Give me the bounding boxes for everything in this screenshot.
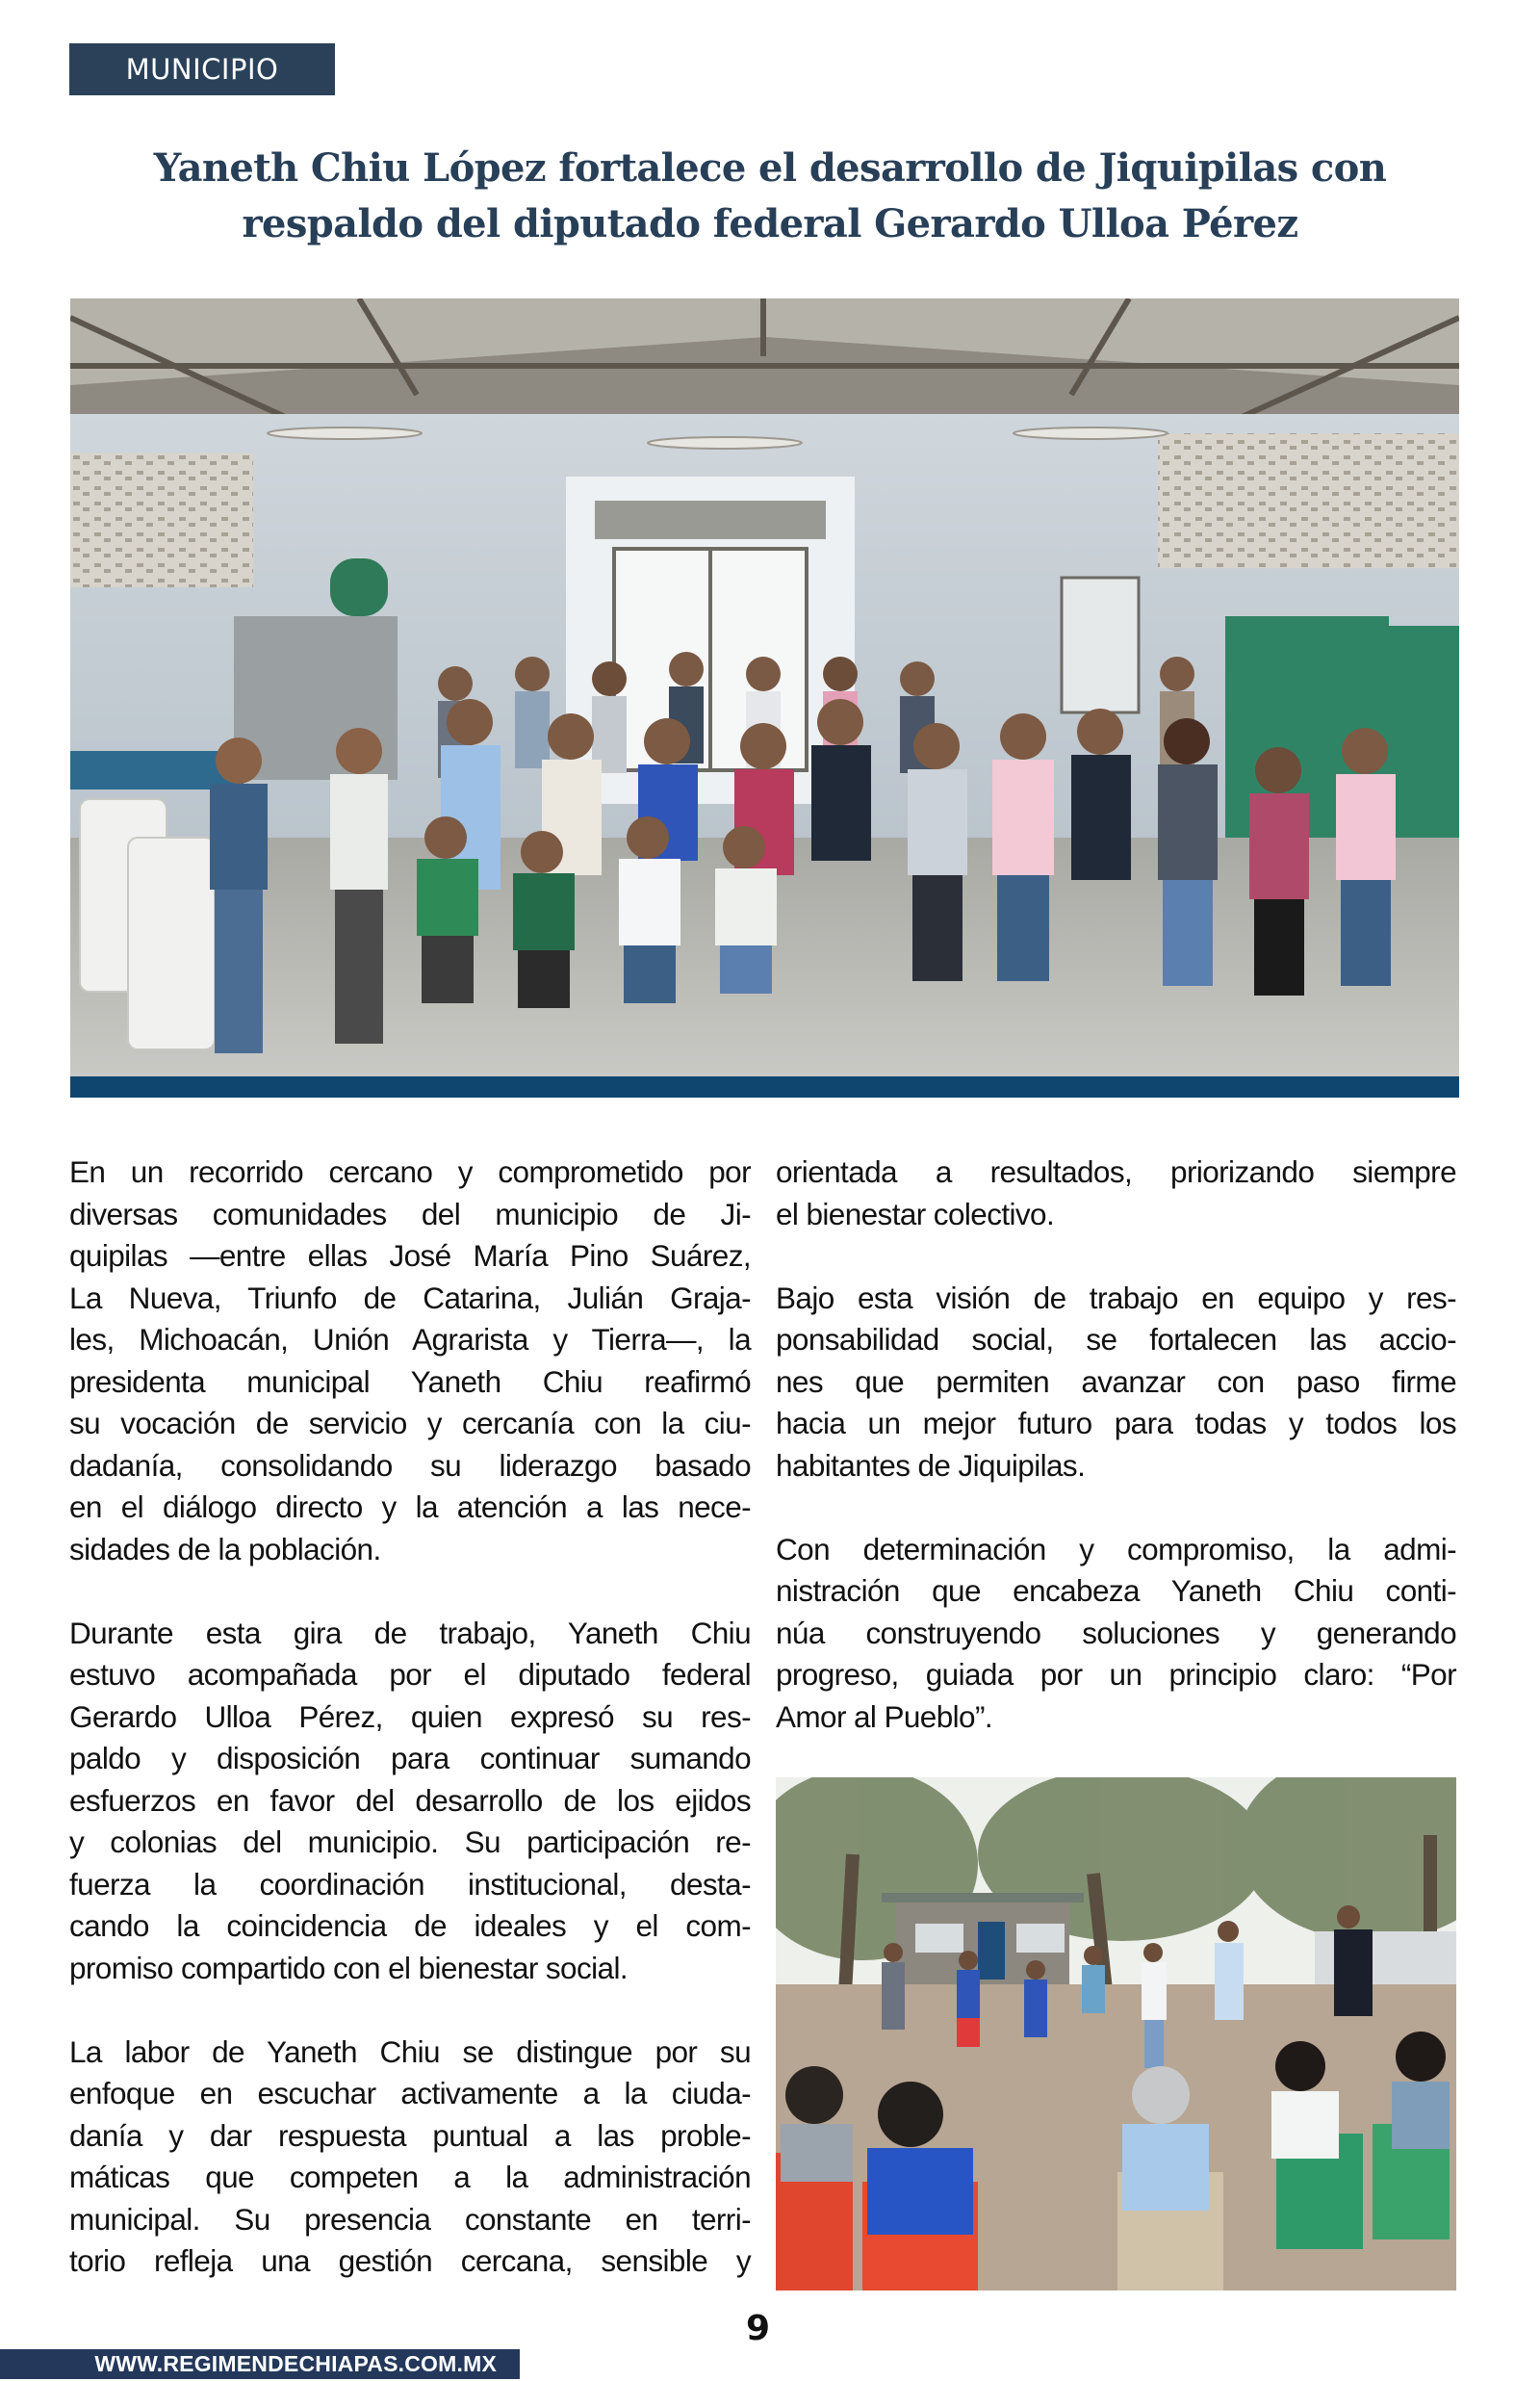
text-line: habitantes de Jiquipilas.: [776, 1447, 1086, 1483]
text-line: presidenta municipal Yaneth Chiu reafirmó: [69, 1363, 751, 1399]
text-line: Bajo esta visión de trabajo en equipo y res-: [776, 1280, 1456, 1315]
page-number: 9: [746, 2309, 771, 2348]
paragraph: [69, 1613, 751, 1990]
text-line: nes que permiten avanzar con paso firme: [776, 1363, 1456, 1399]
headline-line: Yaneth Chiu López fortalece el desarrollo de Jiquipilas con: [153, 145, 1387, 191]
secondary-photo: [776, 1777, 1456, 2290]
article-column-right: [776, 1152, 1456, 1780]
text-line: quipilas —entre ellas José María Pino Suárez,: [69, 1238, 751, 1273]
text-line: Durante esta gira de trabajo, Yaneth Chiu: [69, 1615, 751, 1650]
text-line: dadanía, consolidando su liderazgo basado: [69, 1447, 751, 1483]
text-line: su vocación de servicio y cercanía con la ciu-: [69, 1406, 751, 1440]
headline-line: respaldo del diputado federal Gerardo Ulloa Pérez: [242, 201, 1298, 246]
text-line: La labor de Yaneth Chiu se distingue por su: [69, 2033, 751, 2069]
outdoor-meeting-illustration: [776, 1777, 1456, 2290]
text-line: paldo y disposición para continuar sumando: [69, 1741, 751, 1775]
article-column-left: [69, 1152, 751, 2324]
text-line: Gerardo Ulloa Pérez, quien expresó su res-: [69, 1698, 751, 1734]
photo-caption-bar: [70, 1076, 1459, 1098]
paragraph: [776, 1278, 1456, 1488]
text-line: en el diálogo directo y la atención a las nece-: [69, 1489, 751, 1524]
text-line: torio refleja una gestión cercana, sensible y: [69, 2243, 751, 2278]
website-link[interactable]: WWW.REGIMENDECHIAPAS.COM.MX: [0, 2349, 520, 2379]
text-line: el bienestar colectivo.: [776, 1196, 1055, 1231]
section-tag: MUNICIPIO: [69, 43, 335, 95]
paragraph: [69, 2032, 751, 2283]
text-line: orientada a resultados, priorizando siempre: [776, 1154, 1456, 1189]
text-line: Amor al Pueblo”.: [776, 1698, 993, 1734]
text-line: sidades de la población.: [69, 1531, 381, 1566]
text-line: La Nueva, Triunfo de Catarina, Julián Graja-: [69, 1280, 751, 1315]
text-line: máticas que competen a la administración: [69, 2160, 751, 2194]
text-line: cando la coincidencia de ideales y el com-: [69, 1908, 751, 1943]
text-line: diversas comunidades del municipio de Ji-: [69, 1196, 751, 1231]
text-line: municipal. Su presencia constante en terri-: [69, 2201, 751, 2237]
text-line: les, Michoacán, Unión Agrarista y Tierra—, la: [69, 1322, 751, 1357]
paragraph: [776, 1529, 1456, 1739]
text-line: fuerza la coordinación institucional, desta-: [69, 1866, 751, 1902]
text-line: progreso, guiada por un principio claro: “Por: [776, 1657, 1456, 1692]
paragraph: [776, 1152, 1456, 1235]
group-photo-illustration: [70, 298, 1459, 1076]
main-photo: [70, 298, 1459, 1076]
text-line: Con determinación y compromiso, la admi-: [776, 1531, 1456, 1566]
text-line: esfuerzos en favor del desarrollo de los ejidos: [69, 1782, 751, 1818]
text-line: núa construyendo soluciones y generando: [776, 1615, 1456, 1650]
text-line: promiso compartido con el bienestar social.: [69, 1950, 628, 1985]
text-line: En un recorrido cercano y comprometido por: [69, 1154, 751, 1189]
text-line: danía y dar respuesta puntual a las proble-: [69, 2117, 751, 2153]
text-line: ponsabilidad social, se fortalecen las accio-: [776, 1322, 1456, 1357]
text-line: hacia un mejor futuro para todas y todos los: [776, 1406, 1456, 1440]
text-line: y colonias del municipio. Su participación re-: [69, 1825, 751, 1859]
paragraph: [69, 1152, 751, 1570]
text-line: estuvo acompañada por el diputado federal: [69, 1657, 751, 1692]
article-headline: [58, 141, 1482, 252]
text-line: nistración que encabeza Yaneth Chiu conti-: [776, 1573, 1456, 1608]
text-line: enfoque en escuchar activamente a la ciuda-: [69, 2076, 751, 2110]
